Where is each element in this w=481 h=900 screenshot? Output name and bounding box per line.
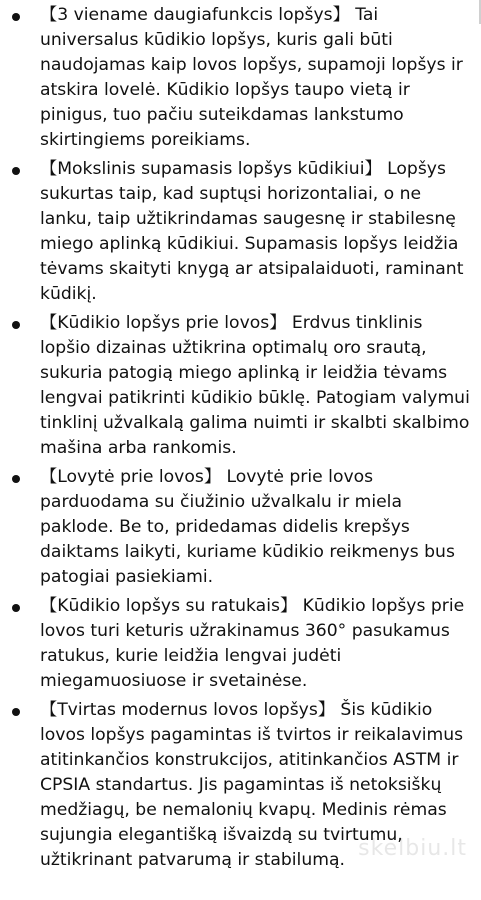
feature-text: 【Mokslinis supamasis lopšys kūdikiui】 Lopšys sukurtas taip, kad suptųsi horizontaliai, o ne lanku, taip užtikrindamas saugesnę ir stabilesnę miego aplinką kūdikiui. Supamasis lopšys leidžia tėvams skaityti knygą ar atsipalaiduoti, raminant kūdikį. [40, 159, 464, 304]
bullet-icon [12, 475, 20, 483]
list-item [0, 465, 473, 590]
bullet-icon [12, 321, 20, 329]
bullet-icon [12, 167, 20, 175]
list-item [0, 594, 473, 694]
feature-text: 【Kūdikio lopšys su ratukais】 Kūdikio lopšys prie lovos turi keturis užrakinamus 360° pasukamus ratukus, kurie leidžia lengvai judėti miegamuosiuose ir svetainėse. [40, 596, 465, 691]
feature-text: 【Tvirtas modernus lovos lopšys】 Šis kūdikio lovos lopšys pagamintas iš tvirtos ir reikalavimus atitinkančios konstrukcijos, atitinkančios ASTM ir CPSIA standartus. Jis pagamintas iš netoksiškų medžiagų, be nemalonių kvapų. Medinis rėmas sujungia elegantišką išvaizdą su tvirtumu, užtikrinant patvarumą ir stabilumą. [40, 700, 464, 870]
feature-text: 【Kūdikio lopšys prie lovos】 Erdvus tinklinis lopšio dizainas užtikrina optimalų oro srautą, sukuria patogią miego aplinką ir leidžia tėvams lengvai patikrinti kūdikio būklę. Patogiam valymui tinklinį užvalkalą galima nuimti ir skalbti skalbimo mašina arba rankomis. [40, 313, 470, 458]
bullet-icon [12, 708, 20, 716]
list-item [0, 311, 473, 461]
bullet-icon [12, 604, 20, 612]
site-watermark: skelbiu.lt [358, 836, 467, 861]
feature-list [0, 3, 473, 873]
feature-text: 【Lovytė prie lovos】 Lovytė prie lovos parduodama su čiužinio užvalkalu ir miela paklode. Be to, pridedamas didelis krepšys daiktams laikyti, kuriame kūdikio reikmenys bus patogiai pasiekiami. [40, 467, 455, 587]
feature-text: 【3 viename daugiafunkcis lopšys】 Tai universalus kūdikio lopšys, kuris gali būti naudojamas kaip lovos lopšys, supamoji lopšys ir atskira lovelė. Kūdikio lopšys taupo vietą ir pinigus, tuo pačiu suteikdamas lankstumo skirtingiems poreikiams. [40, 5, 463, 150]
bullet-icon [12, 13, 20, 21]
list-item [0, 157, 473, 307]
list-item [0, 3, 473, 153]
